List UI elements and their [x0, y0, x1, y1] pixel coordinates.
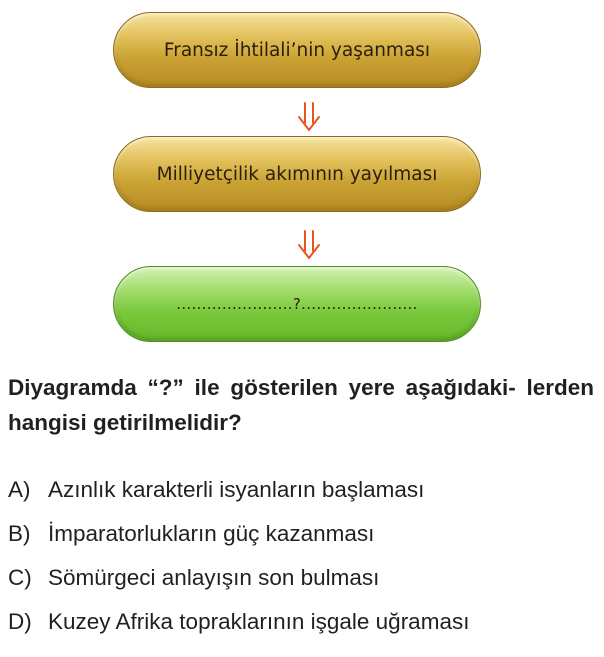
option-text: Sömürgeci anlayışın son bulması: [48, 565, 380, 590]
flow-step-placeholder: .......................?.......................: [176, 295, 418, 313]
double-down-arrow-icon: [297, 230, 321, 260]
option-c[interactable]: [8, 563, 598, 607]
flow-step-label: Fransız İhtilali’nin yaşanması: [163, 39, 431, 61]
option-letter: C): [8, 565, 32, 590]
flow-step-nationalism: [113, 136, 481, 212]
option-d[interactable]: [8, 607, 598, 651]
option-letter: B): [8, 521, 31, 546]
option-a[interactable]: [8, 475, 598, 519]
answer-options: [8, 475, 598, 651]
flow-step-unknown: [113, 266, 481, 342]
option-text: Kuzey Afrika topraklarının işgale uğraması: [48, 609, 470, 634]
double-down-arrow-icon: [297, 102, 321, 132]
question-text: Diyagramda “?” ile gösterilen yere aşağıdaki- lerden hangisi getirilmelidir?: [8, 375, 594, 435]
flow-step-french-revolution: [113, 12, 481, 88]
flow-step-label: Milliyetçilik akımının yayılması: [156, 163, 438, 185]
option-b[interactable]: [8, 519, 598, 563]
option-text: İmparatorlukların güç kazanması: [48, 521, 375, 546]
option-letter: D): [8, 609, 32, 634]
option-letter: A): [8, 477, 31, 502]
option-text: Azınlık karakterli isyanların başlaması: [48, 477, 425, 502]
